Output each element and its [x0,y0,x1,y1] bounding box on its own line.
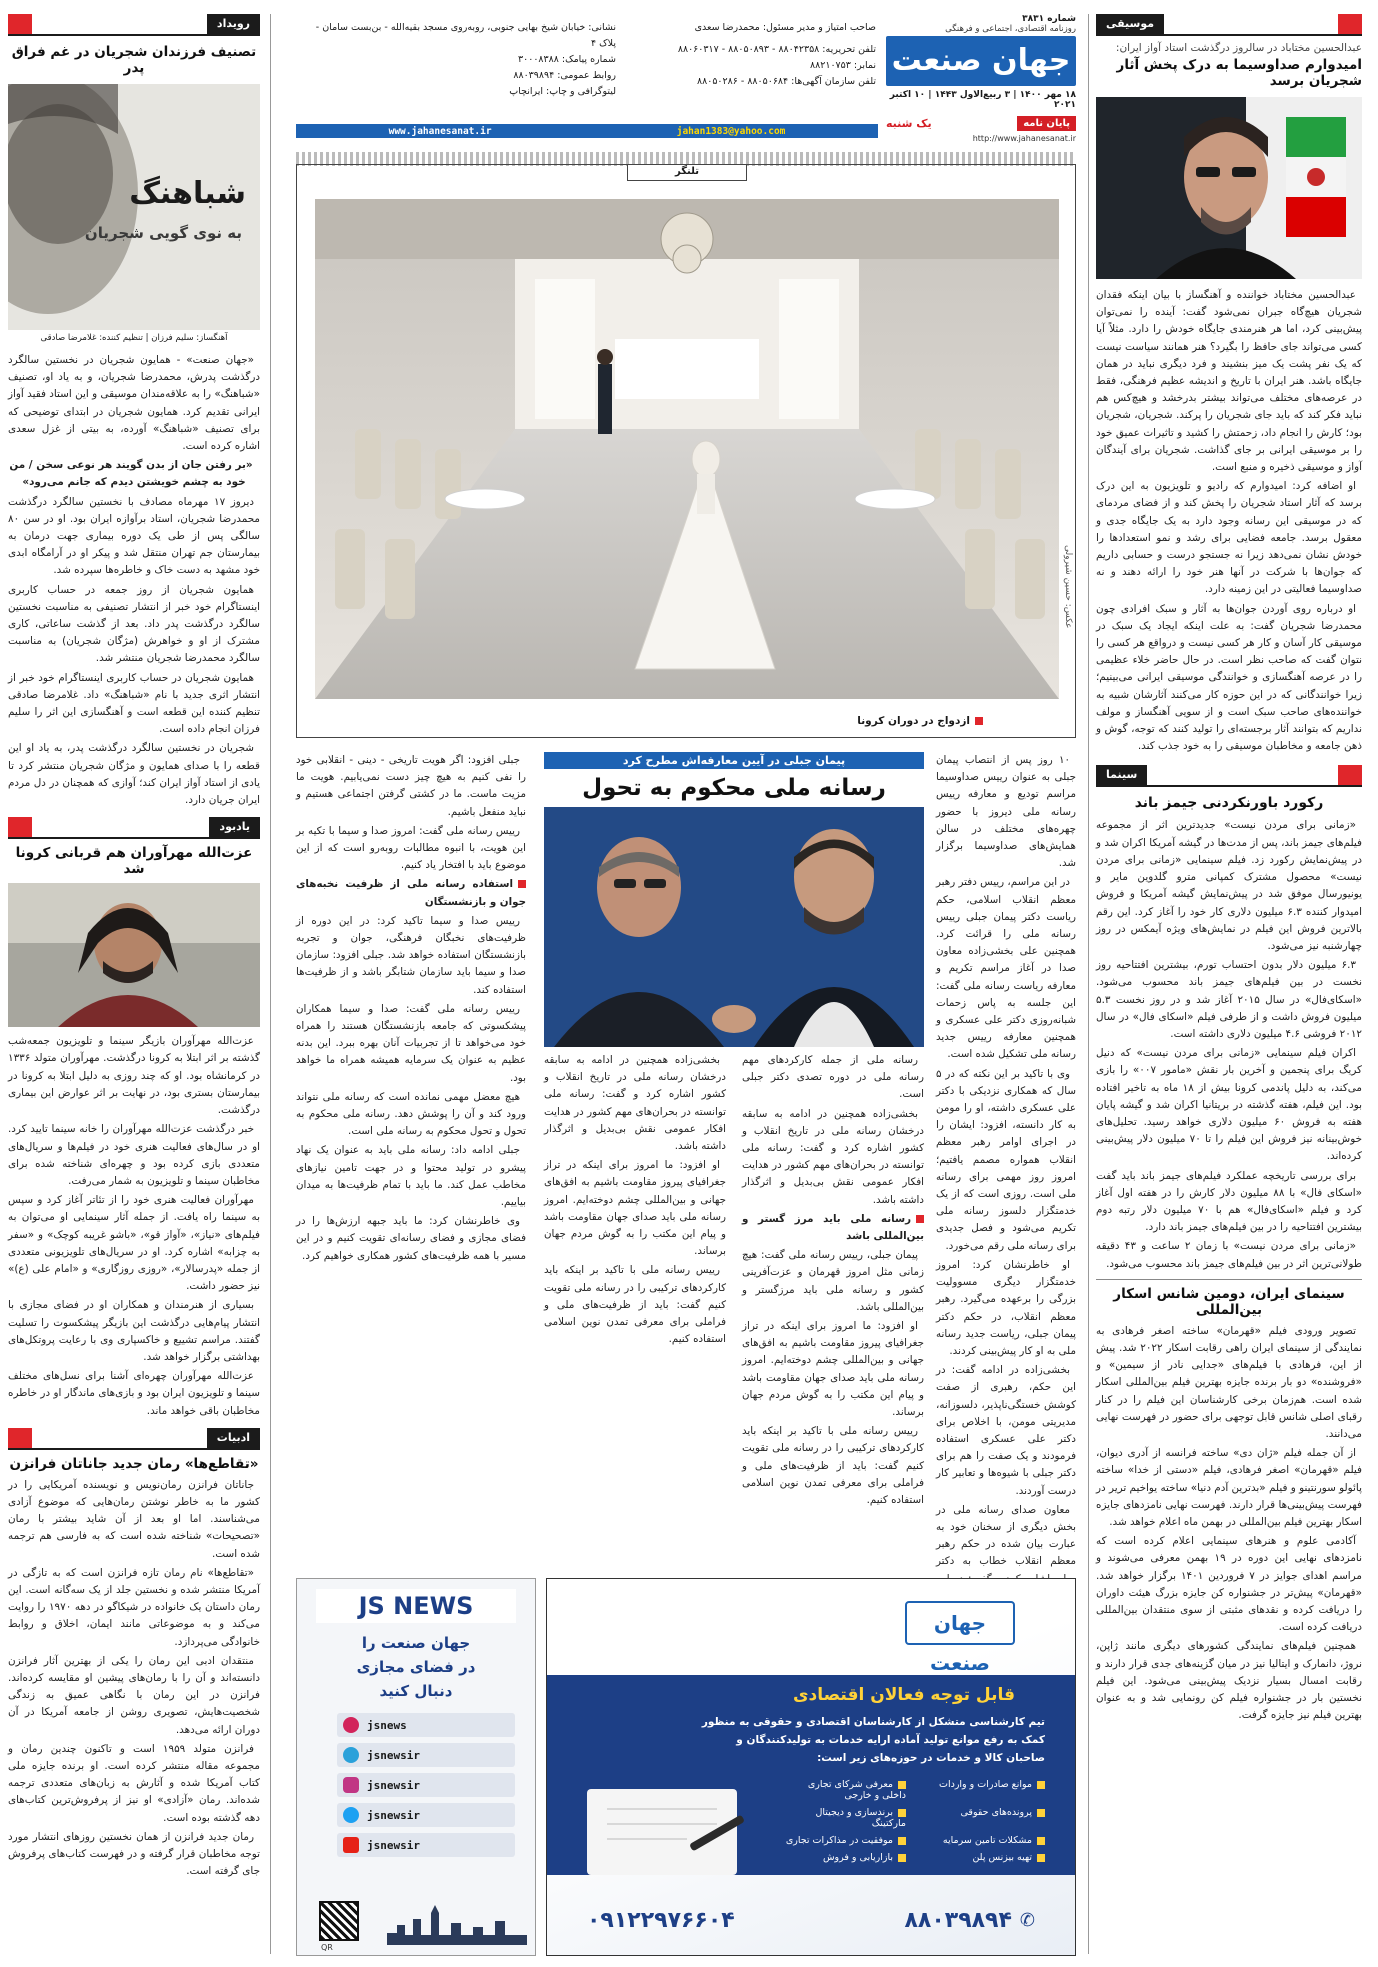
editorial-tel: تلفن تحریریه: ۸۸۰۴۲۳۵۸ - ۸۸۰۵۰۸۹۳ - ۸۸۰۶۰۳۱۷ [677,44,876,55]
phone-icon: ✆ [1019,1910,1035,1931]
ad-service-item: بازاریابی و فروش [785,1852,906,1863]
ad-phone-1[interactable] [904,1908,1035,1933]
article-column-b2 [544,1052,726,1350]
ad-service-item: موانع صادرات و واردات [924,1779,1045,1801]
ad-service-item: پرونده‌های حقوقی [924,1807,1045,1829]
logo-block [886,14,1076,143]
article-body [1096,817,1362,1272]
ad-description [575,1713,1045,1767]
paragraph: اکران فیلم سینمایی «زمانی برای مردن نیست» که دنیل کریگ برای پنجمین و آخرین بار نقش «مامور ۰۰۷» را بازی می‌کند، به دلیل پاندمی کرونا بیش از ۱۸ ماه به تاخیر افتاده بود. این فیلم، هفته گذشته در بریتانیا اکران شد و گیشه پایان هفته به فروش ۶۰ میلیون دلاری خواهد رسید. تحلیل‌های خوش‌بینانه نیز فروش این فیلم را تا ۷۰ میلیون دلار پیش‌بینی کرده‌اند. [1096,1047,1363,1163]
section-tag-music [1096,14,1362,36]
article-title: امیدوارم صداوسیما به درک پخش آثار شجریان برسد [1116,57,1362,89]
paragraph: دیروز ۱۷ مهرماه مصادف با نخستین سالگرد درگذشت محمدرضا شجریان، استاد برآوازه ایران بود. او در سن ۸۰ سالگی پس از طی یک دوره بیماری جهت درمان به بیمارستان جم تهران منتقل شد و پیکر او در آرامگاه ابدی خود مشهد به دست خاک و خاطره‌ها سپرده شد. [8,495,260,577]
section-label: رویداد [207,14,260,34]
paragraph: عبدالحسین مختاباد خواننده و آهنگساز با بیان اینکه فقدان شجریان هیچ‌گاه جبران نمی‌شود گفت: آینده را نمی‌توان پیش‌بینی کرد، اما هر هنرمندی جایگاه خودش را دارد. مثلاً آیا کسی می‌تواند جای حافظ را بگیرد؟ هنر همانند سیاست نیست که یک نفر پشت یک میز بنشیند و فرد دیگری نباید در همان جایگاه باشد. هنر ایران با تاریخ و اندیشه عظیم فرهنگی، فقط در عرصه‌های مختلف می‌تواند بیشتر بدرخشد و هیچ‌کس هم نباید فکر کند که باید جای شجریان را پرکند. شجریان، شجریان بود؛ کارش را انجام داد، زحمتش را کشید و تاثیرات عمیق خود را بر موسیقی ایرانی بر جای گذاشت. شجریان برای آیندگان آواز و موسیقی ذخیره و منبع است. [1096,289,1362,474]
paragraph: «جهان صنعت» - همایون شجریان در نخستین سالگرد درگذشت پدرش، محمدرضا شجریان، و به یاد او، تصنیف «شباهنگ» را به علاقه‌مندان موسیقی و این استاد فقید آواز ایرانی تقدیم کرد. همایون شجریان در ابتدای توضیحی که برای تصنیف «شباهنگ» آورده، به بیتی از غزل سعدی اشاره کرده است. [8,354,260,453]
paragraph: رییس صدا و سیما تاکید کرد: در این دوره از ظرفیت‌های نخبگان فرهنگی، جوان و تجربه بازنشستگان استفاده خواهد شد. جبلی افزود: سازمان صدا و سیما باید سازمان شتابگر باشد و از ظرفیت‌ها استفاده کند. [296,914,526,996]
pr-tel: روابط عمومی: ۸۸۰۳۹۸۹۴ [513,70,616,81]
paragraph: مهرآوران فعالیت هنری خود را از تئاتر آغاز کرد و سپس به سینما راه یافت. از جمله آثار سینمایی او می‌توان به فیلم‌های «نیاز»، «آواز قو»، «باشو غریبه کوچک» و «سفر به چزابه» اشاره کرد. او در سریال‌های تلویزیونی متعددی از جمله «پدرسالار»، «روزی روزگاری» و «امام علی (ع)» نیز حضور داشت. [8,1194,260,1293]
masthead-info-editorial [626,20,876,90]
social-handles [297,1713,535,1857]
caption-text: ازدواج در دوران کرونا [857,715,970,727]
ad-phone-2[interactable]: ۰۹۱۲۲۹۷۶۶۰۴ [587,1908,735,1933]
paragraph: ۶.۳ میلیون دلار بدون احتساب تورم، بیشترین افتتاحیه روز نخست در بین فیلم‌های جیمز باند محسوب می‌شود. «اسکای‌فال» در سال ۲۰۱۵ آغاز شد و در روز نخست ۵.۳ میلیون فروش داشت و از طرفی فیلم «اسکای فال» در سال ۲۰۱۲ فروشی ۴.۶ میلیون دلاری داشته است. [1096,959,1362,1040]
wedding-photo [315,199,1059,699]
article-kicker: پیمان جبلی در آیین معارفه‌اش مطرح کرد [544,752,924,769]
section-tag-event [8,14,260,36]
paragraph: بسیاری از هنرمندان و همکاران او در فضای مجازی با انتشار پیام‌هایی درگذشت این بازیگر پیشکسوت را تسلیت گفتند. مراسم تشییع و خاکسپاری وی با رعایت پروتکل‌های بهداشتی برگزار خواهد شد. [8,1299,260,1363]
paragraph: رسانه ملی از جمله کارکردهای مهم رسانه ملی در دوره تصدی دکتر جبلی است. [742,1054,924,1101]
mokhtabad-photo [1096,97,1362,279]
paragraph: او اضافه کرد: امیدوارم که رادیو و تلویزیون به این درک برسد که آثار استاد شجریان را پخش کند و از فضای مردمای که در موسیقی این رسانه وجود دارد به یک جایگاه جدی و معقول برسد. جامعه فضایی برای رشد و نمو استعدادها را خودش نشان نمی‌دهد زیرا نه جستجو درست و حسابی داریم که جوان‌ها با شرکت در آنها هنر خود را ارائه دهند و نه صداوسیما فعالیتی در این زمینه دارد. [1096,480,1362,596]
paragraph: رییس رسانه ملی گفت: صدا و سیما همکاران پیشکسوتی که جامعه بازنشستگان هستند را همراه خود می‌خواهد تا از تجربیات آنان بهره ببرد. این بدنه عظیم به عنوان یک سرمایه همیشه همراه ما خواهد بود. [296,1002,526,1084]
paragraph: معاون صدای رسانه ملی در بخش دیگری از سخنان خود به عبارت بیان شده در حکم رهبر معظم انقلاب خطاب به دکتر [936,1503,1076,1568]
ad-brand: JS NEWS [316,1589,516,1623]
section-tag-cinema [1096,765,1362,787]
ad-logo: جهان صنعت [905,1601,1015,1645]
article-kicker: عبدالحسین مختاباد در سالروز درگذشت استاد آواز ایران: [1115,42,1362,54]
paragraph: «زمانی برای مردن نیست» با زمان ۲ ساعت و ۴۳ دقیقه طولانی‌ترین اثر در بین فیلم‌های جیمز باند محسوب می‌شود. [1096,1240,1362,1270]
column-divider [1088,14,1089,1954]
headline-block [544,752,924,1047]
paragraph: برای بررسی تاریخچه عملکرد فیلم‌های جیمز باند باید گفت «اسکای فال» با ۸۸ میلیون دلار کارش را در هفته اول آغاز کرد و فیلم «اسکای‌فال» هم با ۷۰ میلیون دلار رتبه دوم بیشترین افتتاحیه را در بین فیلم‌های جیمز باند دارد. [1096,1169,1362,1234]
cover-credit: آهنگساز: سلیم فرزان | تنظیم کننده: غلامرضا صادقی [8,330,260,346]
left-column [8,14,260,1954]
paragraph: «تقاطع‌ها» نام رمان تازه فرانزن است که به تازگی در آمریکا منتشر شده و نخستین جلد از یک سه‌گانه است. این رمان داستان یک خانواده در شیکاگو در دهه ۱۹۷۰ را روایت می‌کند و به موضوعاتی مانند ایمان، اخلاق و روابط خانوادگی می‌پردازد. [8,1566,261,1648]
paragraph: رییس رسانه ملی گفت: امروز صدا و سیما با تکیه بر این هویت، با انبوه مطالبات روبه‌رو است که از این موضوع باید با افتخار یاد کنیم. [296,824,526,872]
cover-title: شباهنگ [129,176,246,211]
address: نشانی: خیابان شیخ بهایی جنوبی، روبه‌روی مسجد بقیه‌الله - بن‌بست سامان - پلاک ۴ [315,22,616,49]
center-article [296,752,1076,1568]
paragraph: او افزود: ما امروز برای اینکه در تراز جغرافیای پیروز مقاومت باشیم به افق‌های جهانی و بین‌المللی چشم دوخته‌ایم. امروز رسانه ملی باید صدای جهان مقاومت باشد و پیام این مکتب را به گوش مردم جهان برساند. [742,1320,924,1419]
ad-service-item: تهیه بیزنس پلن [924,1852,1045,1863]
issue-date: ۱۸ مهر ۱۴۰۰ | ۳ ربیع‌الاول ۱۴۴۳ | ۱۰ اکتبر ۲۰۲۱ [889,90,1076,110]
ad-service-item: مشکلات تامین سرمایه [924,1835,1045,1846]
paragraph: وی با تاکید بر این نکته که در ۵ سال که همکاری نزدیکی با دکتر علی عسکری داشته، او را مومن به کار دانسته، افزود: ایشان را در اجرای اوامر رهبر معظم انقلاب همواره مصمم یافتیم؛ امروز روز مهمی برای رسانه ملی است. روزی است که از یک خدمتگزار دلسوز رسانه ملی تکریم می‌شود و فصل جدیدی برای رسانه ملی رقم می‌خورد. [936,1067,1076,1252]
paragraph: هیچ معضل مهمی نمانده است که رسانه ملی نتواند ورود کند و آن را پوشش دهد. رسانه ملی محکوم به تحول و تحول محکوم به رسانه ملی است. [296,1090,526,1138]
paragraph: شجریان در نخستین سالگرد درگذشت پدر، به یاد او این قطعه را با صدای همایون و مژگان شجریان منتشر کرد تا یادی از استاد آواز ایران کند؛ آوازی که همچنان در دل مردم ایران جریان دارد. [8,742,260,807]
ad-js-news[interactable] [296,1578,536,1956]
paragraph: پیمان جبلی، رییس رسانه ملی گفت: هیچ زمانی مثل امروز قهرمان و عزت‌آفرینی کشور و رسانه ملی باید مرزگستر و بین‌المللی باشد. [742,1249,924,1313]
section-label: سینما [1096,765,1147,785]
paragraph: جبلی افزود: اگر هویت تاریخی - دینی - انقلابی خود را نفی کنیم به هیچ چیز دست نمی‌یابیم. هویت ما مزیت ماست. ما در کشتی گرفتن اجتماعی هستیم و نباید منفعل باشیم. [296,754,526,818]
notebook-icon [567,1779,757,1879]
paragraph: منتقدان ادبی این رمان را یکی از بهترین آثار فرانزن دانسته‌اند و آن را با رمان‌های پیشین او مقایسه کرده‌اند. فرانزن در این رمان با نگاهی عمیق به زندگی شخصیت‌هایش، تصویری روشن از جامعه آمریکا در آن دوران ارائه می‌دهد. [8,1654,260,1736]
ad-illustration [567,1779,757,1879]
paragraph: «زمانی برای مردن نیست» جدیدترین اثر از مجموعه فیلم‌های جیمز باند، پس از مدت‌ها در گیشه آمریکا اکران شد و در پیش‌نمایش رکورد زد. فیلم سینمایی «زمانی برای مردن نیست» محصول مشترک کمپانی مترو گلدوین مایر و یونیورسال موفق شد در پیش‌نمایش گیشه آمریکا و فروش امیدوار کننده ۶.۳ میلیون دلاری کار خود را آغاز کرد. این رقم بالاترین فروش این فیلم در نمایش‌های ویژه آیمکس در روز چهارشنبه نیز می‌شود. [1096,819,1362,952]
slogan-line: دنبال کنید [379,1682,453,1700]
masthead [296,14,1076,144]
ad-service-item: معرفی شرکای تجاری داخلی و خارجی [807,1779,906,1801]
section-tag-literature [8,1428,260,1450]
article-column-a [936,752,1076,1624]
column-divider [270,14,271,1954]
issue-number: شماره ۳۸۳۱ [1022,14,1076,24]
paragraph: همایون شجریان از روز جمعه در حساب کاربری اینستاگرام خود خبر از انتشار تصنیفی به مناسبت نخستین سالگرد درگذشت پدر داد. بعد از گذشت ساعاتی، کاری مشترک از او و خواهرش (مژگان شجریان) به مناسبت سالگرد محمدرضا شجریان منتشر شد. [8,583,260,665]
article-title: عزت‌الله مهرآوران هم قربانی کرونا شد [15,845,253,878]
paragraph: بخشی‌زاده در ادامه گفت: در این حکم، رهبری از صفت کوشش خستگی‌ناپذیر، دلسوزانه، مدیریتی مومن، با اخلاص برای دکتر علی عسکری استفاده فرمودند و یک صفت را هم برای دکتر جبلی با شیوه‌ها و تعابیر کار درست آوردند. [936,1364,1076,1497]
article-title: رسانه ملی محکوم به تحول [582,775,886,801]
article-column-b [742,1052,924,1511]
paragraph: عزت‌الله مهرآوران چهره‌ای آشنا برای نسل‌های مختلف سینما و تلویزیون ایران بود و بازی‌های ماندگار او در خاطره مخاطبان باقی خواهد ماند. [8,1370,260,1417]
aparat-icon [343,1717,359,1733]
article-body [1096,1323,1362,1725]
portrait-illustration [8,883,260,1027]
article-title: «تقاطع‌ها» رمان جدید جاناتان فرانزن [9,1455,259,1472]
photo-credit: عکس: حسین شیرولی [1063,545,1073,629]
subheading-text: رسانه ملی باید مرز گستر و بین‌المللی باشد [742,1212,924,1243]
fax: نمابر: ۸۸۲۱۰۷۵۳ [810,60,876,71]
paragraph: جاناتان فرانزن رمان‌نویس و نویسنده آمریکایی را در کشور ما به خاطر نوشتن رمان‌هایی که موضوع آزادی می‌شناسند. اما او بعد از آن شاید بیشتر با رمان «تصحیحات» شناخته شده است که به فارسی هم ترجمه شده است. [8,1478,260,1560]
subheading [296,876,526,910]
album-cover [8,84,260,346]
paragraph: رمان جدید فرانزن از همان نخستین روزهای انتشار مورد توجه مخاطبان قرار گرفته و در فهرست کتاب‌های پرفروش جای گرفته است. [8,1830,260,1878]
section-label: ادبیات [207,1428,260,1448]
paragraph: بخشی‌زاده همچنین در ادامه به سابقه درخشان رسانه ملی در تاریخ انقلاب و کشور اشاره کرد و گفت: رسانه ملی توانسته در بحران‌های مهم کشور در هدایت افکار عمومی نقش بی‌بدیل و اثرگذار داشته باشد. [544,1054,726,1153]
ad-services-list [785,1779,1045,1863]
paragraph: فرانزن متولد ۱۹۵۹ است و تاکنون چندین رمان و مجموعه مقاله منتشر کرده است. او برنده جایزه ملی کتاب آمریکا شده و آثارش به زبان‌های متعددی ترجمه شده‌اند. رمان «آزادی» او نیز از پرفروش‌ترین کتاب‌های دهه گذشته بوده است. [8,1742,260,1824]
twitter-icon [343,1807,359,1823]
social-row-twitter[interactable]: jsnewsir [337,1803,515,1827]
paragraph: وی خاطرنشان کرد: ما باید جبهه ارزش‌ها را در فضای مجازی و فضای رسانه‌ای تقویت کنیم و در این مسیر با همه ظرفیت‌های کشور همکاری خواهیم کرد. [296,1215,526,1262]
qr-code-icon[interactable] [319,1901,359,1952]
photo-tag: تلنگر [627,165,747,181]
owner-line: صاحب امتیاز و مدیر مسئول: محمدرضا سعدی [694,22,876,33]
instagram-icon [343,1777,359,1793]
article-body [8,352,260,809]
portrait-illustration [1096,97,1362,279]
email[interactable]: jahan1383@yahoo.com [676,125,786,137]
article-title: تصنیف فرزندان شجریان در غم فراق پدر [11,44,257,76]
section-tag-memorial [8,817,260,839]
youtube-icon [343,1837,359,1853]
social-row-aparat[interactable]: jsnews [337,1713,515,1737]
article-body [1096,287,1362,755]
article-title: سینمای ایران، دومین شانس اسکار بین‌المللی [1113,1285,1345,1318]
paragraph: ۱۰ روز پس از انتصاب پیمان جبلی به عنوان رییس صداوسیما مراسم تودیع و معارفه رییس رسانه ملی دیروز با حضور چهره‌های مختلف در سالن همایش‌های صداوسیما برگزار شد. [936,754,1076,870]
website[interactable]: www.jahanesanat.ir [388,125,492,137]
city-skyline-icon [387,1905,527,1945]
photo-frame [296,164,1076,738]
paragraph: خبر درگذشت عزت‌الله مهرآوران را خانه سینما تایید کرد. او در سال‌های فعالیت هنری خود در فیلم‌ها و سریال‌های متعددی بازی کرده بود و چهره‌ای شناخته شده برای مخاطبان سینما و تلویزیون به شمار می‌رفت. [8,1123,260,1187]
section-label: موسیقی [1096,14,1164,34]
paragraph: بخشی‌زاده همچنین در ادامه به سابقه درخشان رسانه ملی در تاریخ انقلاب و کشور اشاره کرد و گفت: رسانه ملی توانسته در بحران‌های مهم کشور در هدایت افکار عمومی نقش بی‌بدیل و اثرگذار داشته باشد. [742,1107,924,1206]
article-column-c [296,752,526,1267]
logo [886,36,1076,86]
social-row-youtube[interactable]: jsnewsir [337,1833,515,1857]
article-body [8,1477,260,1881]
paragraph: همایون شجریان در حساب کاربری اینستاگرام خود خبر از انتشار اثری جدید با نام «شباهنگ» داد. غلامرضا صادقی تنظیم کننده این قطعه است و آهنگسازی این اثر را سلیم فرزان انجام داده است. [8,671,260,736]
sms: شماره پیامک: ۳۰۰۰۸۳۸۸ [518,54,616,65]
ad-service-item: برندسازی و دیجیتال مارکتینگ [815,1807,906,1829]
paragraph: عزت‌الله مهرآوران بازیگر سینما و تلویزیون جمعه‌شب گذشته بر اثر ابتلا به کرونا درگذشت. مهرآوران متولد ۱۳۳۶ در کرمانشاه بود. او که چند روزی به دلیل ابتلا به کرونا در بیمارستان بستری بود، در نهایت بر اثر عوارض این بیماری درگذشت. [8,1035,260,1117]
paragraph: رییس رسانه ملی با تاکید بر اینکه باید کارکردهای ترکیبی را در رسانه ملی تقویت کنیم گفت: باید از ظرفیت‌های ملی و فراملی برای معرفی تمدن نوین اسلامی استفاده کنیم. [742,1425,924,1507]
paragraph: او درباره روی آوردن جوان‌ها به آثار و سبک افرادی چون محمدرضا شجریان گفت: به علت اینکه ایجاد یک سبک در موسیقی کار آسان و کار هر کسی نیست و درواقع هر کسی را نتوان گفت که صاحب نظر است. در حال حاضر خلاء عظیمی را در عرصه آهنگسازی و خوانندگی موسیقی ایرانی می‌بینیم؛ زیرا خوانندگانی که در این حوزه کار می‌کنند آثارشان شبیه به خواننده‌های صاحب سبک است و از سویی آهنگساز و مولف نداریم که بتوانند آثار برجسته‌ای را تولید کنند که توجه، گوش و ذهن جامعه و مخاطبان موسیقی را به خود جذب کند. [1096,602,1362,753]
logo-text: جهان صنعت [891,43,1071,78]
social-row-telegram[interactable]: jsnewsir [337,1743,515,1767]
masthead-info-address [300,20,616,100]
subheading-text: استفاده رسانه ملی از ظرفیت نخبه‌های جوان و بازنشستگان [296,878,526,908]
paragraph: آکادمی علوم و هنرهای سینمایی اعلام کرده است که نامزدهای نهایی این دوره در ۱۹ بهمن معرفی می‌شوند و مراسم اهدای جوایز در ۷ فروردین ۱۴۰۱ برگزار خواهد شد. «قهرمان» پیش‌تر در جشنواره کن جایزه بزرگ هیئت داوران را دریافت کرده و نقدهای مثبتی از سوی منتقدان بین‌المللی دریافت کرده است. [1096,1535,1362,1634]
paragraph: رییس رسانه ملی با تاکید بر اینکه باید کارکردهای ترکیبی را در رسانه ملی تقویت کنیم گفت: باید از ظرفیت‌های ملی و فراملی برای معرفی تمدن نوین اسلامی استفاده کنیم. [544,1264,726,1346]
ad-line: کمک به رفع موانع تولید آماده ارایه خدمات به تولیدکنندگان و [736,1734,1045,1746]
phone-number: ۸۸۰۳۹۸۹۴ [904,1908,1012,1933]
slogan-line: در فضای مجازی [356,1658,476,1676]
article-title: رکورد باورنکردنی جیمز باند [1134,795,1324,812]
shajarian-cover-illustration [8,84,260,346]
paragraph: از آن جمله فیلم «ژان دی» ساخته فرانسه از آدری دیوان، فیلم «قهرمان» اصغر فرهادی، فیلم «دستی از خدا» ساخته پائولو سورنتینو و فیلم «بدترین آدم دنیا» ساخته یواخیم تریر در فهرست پیش‌بینی‌ها قرار دارند. فهرست نهایی نامزدهای جایزه اسکار بهترین فیلم بین‌المللی در بهمن ماه اعلام خواهد شد. [1096,1447,1362,1528]
web-strip [296,124,878,138]
ad-line: تیم کارشناسی متشکل از کارشناسان اقتصادی و حقوقی به منظور [701,1716,1045,1728]
badge: پایان نامه [1017,116,1076,131]
ad-service-item: موفقیت در مذاکرات تجاری [785,1835,906,1846]
paragraph: در این مراسم، رییس دفتر رهبر معظم انقلاب اسلامی، حکم ریاست دکتر پیمان جبلی رییس رسانه ملی را قرائت کرد. همچنین علی بخشی‌زاده معاون صدا در آغاز مراسم تکریم و معارفه ریاست رسانه ملی گفت: این جلسه به پاس زحمات شبانه‌روزی دکتر علی عسکری و همچنین معارفه رییس جدید رسانه ملی تشکیل شده است. [936,876,1076,1061]
handshake-illustration [544,807,924,1047]
subheading [742,1211,924,1245]
wedding-hall-illustration [315,199,1059,699]
printer: لیتوگرافی و چاپ: ایرانچاپ [509,86,616,97]
paper-subtitle: روزنامه اقتصادی، اجتماعی و فرهنگی [945,24,1076,34]
poem: «بر رفتن جان از بدن گویند هر نوعی سخن / من خود به چشم خویشتن دیدم که جانم می‌رود» [9,459,253,489]
paragraph: همچنین فیلم‌های نمایندگی کشورهای دیگری مانند ژاپن، نروژ، دانمارک و ایتالیا نیز در میان گزینه‌های جدی قرار دارند و رقابت امسال بسیار نزدیک پیش‌بینی می‌شود. این فیلم نخستین بار در جشنواره فیلم کن رونمایی شد و به عنوان بهترین فیلم نیز جایزه گرفت. [1096,1640,1362,1722]
mehravaran-photo [8,883,260,1027]
qr-label: QR [321,1943,333,1952]
jebeli-photo [544,807,924,1047]
ads-tel: تلفن سازمان آگهی‌ها: ۸۸۰۵۰۶۸۴ - ۸۸۰۵۰۲۸۶ [697,76,876,87]
paragraph: او خاطرنشان کرد: امروز خدمتگزار دیگری مسوولیت بزرگی را برعهده می‌گیرد. رهبر معظم انقلاب، در حکم دکتر پیمان جبلی، ریاست جدید رسانه ملی به او کار پیش‌بینی کردند. [936,1258,1076,1357]
ad-js-slogan [297,1631,535,1703]
paragraph: جبلی ادامه داد: رسانه ملی باید به عنوان یک نهاد پیشرو در تولید محتوا و در جهت تامین نیازهای مخاطب عمل کند. ما باید با تمام ظرفیت‌ها به میدان بیاییم. [296,1144,526,1209]
paragraph: او افزود: ما امروز برای اینکه در تراز جغرافیای پیروز مقاومت باشیم به افق‌های جهانی و بین‌المللی چشم دوخته‌ایم. امروز رسانه ملی باید صدای جهان مقاومت باشد و پیام این مکتب را به گوش مردم جهان برساند. [544,1159,726,1258]
section-label: یادبود [209,817,260,837]
social-row-instagram[interactable]: jsnewsir [337,1773,515,1797]
photo-caption [857,715,983,727]
slogan-line: جهان صنعت را [361,1634,471,1652]
right-column [1096,14,1362,1954]
ad-main[interactable] [546,1578,1076,1956]
ad-line: صاحبان کالا و خدمات در حوزه‌های زیر است: [817,1752,1045,1764]
ad-title: قابل توجه فعالان اقتصادی [792,1685,1015,1705]
cover-subtitle: به نوی گویی شجریان [84,224,242,242]
paragraph: تصویر ورودی فیلم «قهرمان» ساخته اصغر فرهادی به نمایندگی از سینمای ایران راهی رقابت اسکار ۲۰۲۲ شد. پیش از این، فرهادی با فیلم‌های «جدایی نادر از سیمین» و «فروشنده» دو بار برنده جایزه بهترین فیلم بین‌المللی اسکار شده است. هم‌زمان برخی کارشناسان این فیلم را در کنار رقبای اصلی شانس قابل توجهی برای حضور در فهرست نهایی می‌دانند. [1096,1324,1363,1440]
telegram-icon [343,1747,359,1763]
article-body [8,1033,260,1419]
weekday: یک شنبه [886,117,932,130]
website-small: http://www.jahanesanat.ir [972,134,1076,143]
